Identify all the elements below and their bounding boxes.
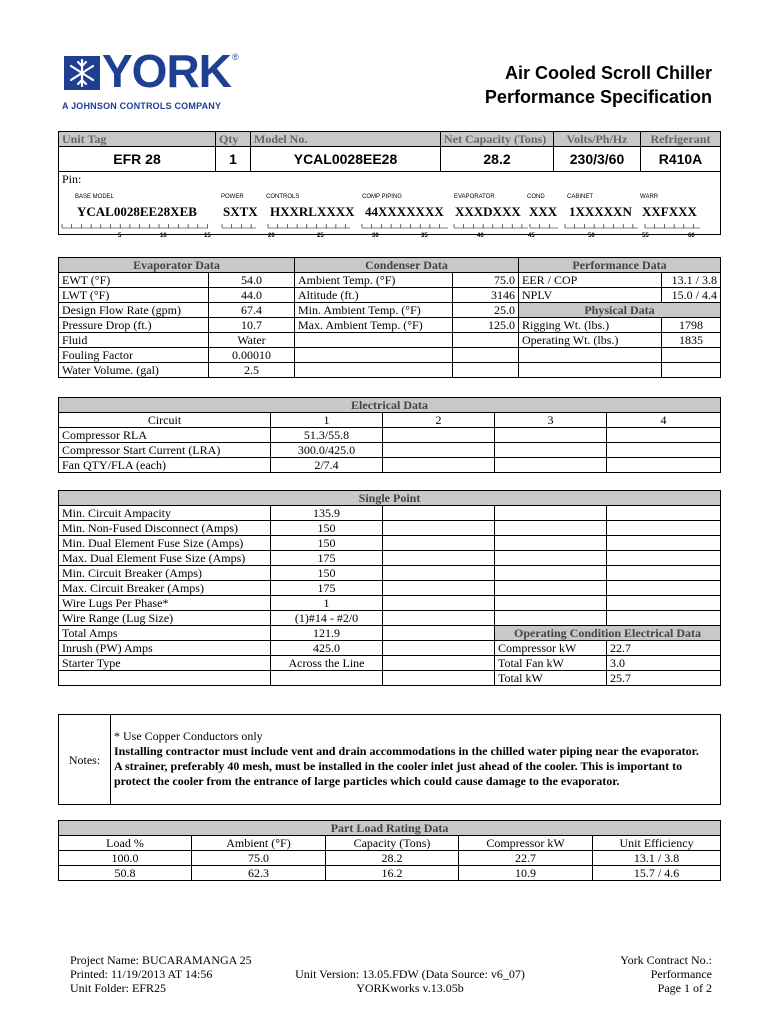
notes-table bbox=[58, 714, 721, 805]
footer-center bbox=[260, 967, 560, 995]
empty-cell bbox=[383, 521, 495, 536]
empty-cell bbox=[383, 428, 495, 443]
printed-date: Printed: 11/19/2013 AT 14:56 bbox=[70, 967, 213, 981]
title-line-2: Performance Specification bbox=[484, 87, 712, 107]
empty-cell bbox=[607, 596, 721, 611]
evap-label: Design Flow Rate (gpm) bbox=[59, 303, 209, 318]
evap-value: 67.4 bbox=[209, 303, 295, 318]
elec-label: Compressor RLA bbox=[59, 428, 271, 443]
circuit-2: 2 bbox=[383, 413, 495, 428]
empty-cell bbox=[295, 348, 453, 363]
empty-cell bbox=[383, 641, 495, 656]
pl-cell: 100.0 bbox=[59, 851, 192, 866]
note-line-2: Installing contractor must include vent and drain accommodations in the chilled water piping near the evaporator. bbox=[114, 744, 699, 758]
sp-value: 135.9 bbox=[271, 506, 383, 521]
sp-value: 175 bbox=[271, 581, 383, 596]
capacity-header: Net Capacity (Tons) bbox=[441, 132, 554, 147]
pin-tick-20: 20 bbox=[268, 233, 275, 239]
cond-value: 25.0 bbox=[453, 303, 519, 318]
pl-cell: 62.3 bbox=[192, 866, 326, 881]
capacity-value: 28.2 bbox=[441, 147, 554, 172]
empty-cell bbox=[495, 521, 607, 536]
empty-cell bbox=[607, 506, 721, 521]
phys-label: Rigging Wt. (lbs.) bbox=[519, 318, 662, 333]
empty-cell bbox=[383, 671, 495, 686]
op-value: 22.7 bbox=[607, 641, 721, 656]
empty-cell bbox=[495, 566, 607, 581]
project-name: Project Name: BUCARAMANGA 25 bbox=[70, 953, 252, 967]
op-value: 3.0 bbox=[607, 656, 721, 671]
pl-col-header: Compressor kW bbox=[459, 836, 593, 851]
sp-label: Wire Lugs Per Phase* bbox=[59, 596, 271, 611]
phys-label: Operating Wt. (lbs.) bbox=[519, 333, 662, 348]
pin-label-comp-piping: COMP PIPING bbox=[362, 194, 402, 200]
empty-cell bbox=[607, 581, 721, 596]
cond-label: Altitude (ft.) bbox=[295, 288, 453, 303]
evap-value: 54.0 bbox=[209, 273, 295, 288]
cond-label: Min. Ambient Temp. (°F) bbox=[295, 303, 453, 318]
empty-cell bbox=[607, 536, 721, 551]
pin-tick-50: 50 bbox=[588, 233, 595, 239]
electrical-header: Electrical Data bbox=[59, 398, 721, 413]
sp-label: Min. Circuit Breaker (Amps) bbox=[59, 566, 271, 581]
empty-cell bbox=[495, 443, 607, 458]
elec-label: Compressor Start Current (LRA) bbox=[59, 443, 271, 458]
phys-value: 1798 bbox=[662, 318, 721, 333]
page-title bbox=[392, 61, 712, 109]
contract-no: York Contract No.: bbox=[620, 953, 712, 967]
evap-label: LWT (°F) bbox=[59, 288, 209, 303]
part-load-table bbox=[58, 820, 721, 881]
empty-cell bbox=[495, 458, 607, 473]
empty-cell bbox=[383, 596, 495, 611]
pin-label-base-model: BASE MODEL bbox=[75, 194, 115, 200]
empty-cell bbox=[383, 536, 495, 551]
pin-value-power: SXTX bbox=[223, 204, 258, 219]
empty-cell bbox=[495, 581, 607, 596]
unit-tag-value: EFR 28 bbox=[59, 147, 216, 172]
unit-version: Unit Version: 13.05.FDW (Data Source: v6_07) bbox=[295, 967, 525, 981]
empty-cell bbox=[271, 671, 383, 686]
empty-cell bbox=[519, 348, 662, 363]
footer-left bbox=[70, 953, 252, 995]
pin-tick-60: 60 bbox=[688, 233, 695, 239]
notes-body bbox=[111, 715, 721, 805]
pl-cell: 28.2 bbox=[326, 851, 459, 866]
notes-label: Notes: bbox=[59, 715, 111, 805]
pin-label: Pin: bbox=[62, 172, 82, 186]
evap-label: Pressure Drop (ft.) bbox=[59, 318, 209, 333]
circuit-3: 3 bbox=[495, 413, 607, 428]
footer-right bbox=[620, 953, 712, 995]
evap-value: 10.7 bbox=[209, 318, 295, 333]
york-logo bbox=[62, 45, 252, 114]
note-line-3: A strainer, preferably 40 mesh, must be installed in the cooler inlet just ahead of the cooler. This is important to protect the cooler from the entrance of large particles which could cause damage to the evaporator. bbox=[114, 759, 683, 788]
pin-value-controls: HXXRLXXXX bbox=[270, 204, 355, 219]
sp-value: 150 bbox=[271, 536, 383, 551]
pl-cell: 16.2 bbox=[326, 866, 459, 881]
sp-label: Min. Circuit Ampacity bbox=[59, 506, 271, 521]
sp-label: Max. Circuit Breaker (Amps) bbox=[59, 581, 271, 596]
pin-value-base-model: YCAL0028EE28XEB bbox=[77, 204, 197, 219]
pl-cell: 15.7 / 4.6 bbox=[593, 866, 721, 881]
empty-cell bbox=[607, 551, 721, 566]
pl-cell: 13.1 / 3.8 bbox=[593, 851, 721, 866]
model-value: YCAL0028EE28 bbox=[251, 147, 441, 172]
empty-cell bbox=[383, 506, 495, 521]
sp-value: 121.9 bbox=[271, 626, 383, 641]
page-number: Page 1 of 2 bbox=[657, 981, 712, 995]
empty-cell bbox=[607, 521, 721, 536]
pin-tick-35: 35 bbox=[421, 233, 428, 239]
pin-tick-55: 55 bbox=[642, 233, 649, 239]
sp-label: Max. Dual Element Fuse Size (Amps) bbox=[59, 551, 271, 566]
evap-value: 2.5 bbox=[209, 363, 295, 378]
pin-tick-5: 5 bbox=[118, 233, 122, 239]
sp-value: Across the Line bbox=[271, 656, 383, 671]
qty-value: 1 bbox=[216, 147, 251, 172]
op-label: Compressor kW bbox=[495, 641, 607, 656]
pin-ruler bbox=[60, 220, 710, 232]
pl-cell: 22.7 bbox=[459, 851, 593, 866]
refrigerant-header: Refrigerant bbox=[641, 132, 721, 147]
elec-value: 51.3/55.8 bbox=[271, 428, 383, 443]
pin-tick-25: 25 bbox=[317, 233, 324, 239]
sp-label: Inrush (PW) Amps bbox=[59, 641, 271, 656]
sp-value: 175 bbox=[271, 551, 383, 566]
empty-cell bbox=[383, 566, 495, 581]
sp-label: Min. Dual Element Fuse Size (Amps) bbox=[59, 536, 271, 551]
sp-label: Total Amps bbox=[59, 626, 271, 641]
pl-col-header: Load % bbox=[59, 836, 192, 851]
empty-cell bbox=[495, 536, 607, 551]
yorkworks-version: YORKworks v.13.05b bbox=[356, 981, 464, 995]
circuit-1: 1 bbox=[271, 413, 383, 428]
empty-cell bbox=[383, 443, 495, 458]
empty-cell bbox=[295, 333, 453, 348]
evap-value: 0.00010 bbox=[209, 348, 295, 363]
elec-label: Fan QTY/FLA (each) bbox=[59, 458, 271, 473]
empty-cell bbox=[383, 656, 495, 671]
sp-label: Min. Non-Fused Disconnect (Amps) bbox=[59, 521, 271, 536]
unit-tag-header: Unit Tag bbox=[59, 132, 216, 147]
pin-tick-30: 30 bbox=[372, 233, 379, 239]
pl-cell: 50.8 bbox=[59, 866, 192, 881]
note-line-1: * Use Copper Conductors only bbox=[114, 729, 263, 743]
empty-cell bbox=[383, 551, 495, 566]
pl-col-header: Ambient (°F) bbox=[192, 836, 326, 851]
performance-label: Performance bbox=[650, 967, 712, 981]
perf-value: 13.1 / 3.8 bbox=[662, 273, 721, 288]
pin-label-evaporator: EVAPORATOR bbox=[454, 194, 495, 200]
perf-value: 15.0 / 4.4 bbox=[662, 288, 721, 303]
empty-cell bbox=[59, 671, 271, 686]
empty-cell bbox=[295, 363, 453, 378]
operating-condition-header: Operating Condition Electrical Data bbox=[495, 626, 721, 641]
pin-tick-15: 15 bbox=[204, 233, 211, 239]
empty-cell bbox=[607, 566, 721, 581]
evap-label: Water Volume. (gal) bbox=[59, 363, 209, 378]
pin-tick-10: 10 bbox=[160, 233, 167, 239]
circuit-4: 4 bbox=[607, 413, 721, 428]
evap-label: EWT (°F) bbox=[59, 273, 209, 288]
evap-label: Fouling Factor bbox=[59, 348, 209, 363]
registered-mark: ® bbox=[232, 52, 239, 62]
performance-header: Performance Data bbox=[519, 258, 721, 273]
empty-cell bbox=[662, 363, 721, 378]
single-point-table bbox=[58, 490, 721, 686]
sp-value: 425.0 bbox=[271, 641, 383, 656]
single-point-header: Single Point bbox=[59, 491, 721, 506]
refrigerant-value: R410A bbox=[641, 147, 721, 172]
snowflake-icon bbox=[64, 56, 100, 90]
empty-cell bbox=[495, 596, 607, 611]
circuit-label: Circuit bbox=[59, 413, 271, 428]
electrical-table bbox=[58, 397, 721, 473]
empty-cell bbox=[453, 363, 519, 378]
perf-label: NPLV bbox=[519, 288, 662, 303]
sp-value: 150 bbox=[271, 566, 383, 581]
phys-value: 1835 bbox=[662, 333, 721, 348]
pl-col-header: Capacity (Tons) bbox=[326, 836, 459, 851]
perf-label: EER / COP bbox=[519, 273, 662, 288]
brand-name: YORK bbox=[102, 45, 231, 97]
elec-value: 2/7.4 bbox=[271, 458, 383, 473]
empty-cell bbox=[383, 581, 495, 596]
empty-cell bbox=[453, 333, 519, 348]
unit-folder: Unit Folder: EFR25 bbox=[70, 981, 167, 995]
empty-cell bbox=[383, 611, 495, 626]
pin-value-evaporator: XXXDXXX bbox=[455, 204, 521, 219]
empty-cell bbox=[607, 428, 721, 443]
qty-header: Qty bbox=[216, 132, 251, 147]
title-line-1: Air Cooled Scroll Chiller bbox=[504, 63, 712, 83]
condenser-header: Condenser Data bbox=[295, 258, 519, 273]
empty-cell bbox=[607, 443, 721, 458]
sp-value: 1 bbox=[271, 596, 383, 611]
elec-value: 300.0/425.0 bbox=[271, 443, 383, 458]
op-label: Total kW bbox=[495, 671, 607, 686]
pin-label-cabinet: CABINET bbox=[567, 194, 594, 200]
sp-label: Starter Type bbox=[59, 656, 271, 671]
evap-label: Fluid bbox=[59, 333, 209, 348]
empty-cell bbox=[383, 458, 495, 473]
pin-label-warr: WARR bbox=[640, 194, 659, 200]
pin-label-controls: CONTROLS bbox=[266, 194, 300, 200]
model-header: Model No. bbox=[251, 132, 441, 147]
evap-value: 44.0 bbox=[209, 288, 295, 303]
cond-label: Ambient Temp. (°F) bbox=[295, 273, 453, 288]
pin-label-power: POWER bbox=[221, 194, 244, 200]
evap-value: Water bbox=[209, 333, 295, 348]
sp-value: (1)#14 - #2/0 bbox=[271, 611, 383, 626]
brand-subtitle: A JOHNSON CONTROLS COMPANY bbox=[62, 101, 222, 111]
evaporator-header: Evaporator Data bbox=[59, 258, 295, 273]
empty-cell bbox=[607, 611, 721, 626]
pl-cell: 10.9 bbox=[459, 866, 593, 881]
empty-cell bbox=[519, 363, 662, 378]
pin-tick-40: 40 bbox=[477, 233, 484, 239]
pl-cell: 75.0 bbox=[192, 851, 326, 866]
sp-value: 150 bbox=[271, 521, 383, 536]
cond-value: 75.0 bbox=[453, 273, 519, 288]
pin-label-cond: COND bbox=[527, 194, 545, 200]
pin-value-warr: XXFXXX bbox=[642, 204, 697, 219]
empty-cell bbox=[495, 506, 607, 521]
part-load-header: Part Load Rating Data bbox=[59, 821, 721, 836]
data-table bbox=[58, 257, 721, 378]
empty-cell bbox=[607, 458, 721, 473]
op-value: 25.7 bbox=[607, 671, 721, 686]
cond-value: 125.0 bbox=[453, 318, 519, 333]
pin-value-comp-piping: 44XXXXXXX bbox=[365, 204, 444, 219]
pin-tick-45: 45 bbox=[528, 233, 535, 239]
empty-cell bbox=[453, 348, 519, 363]
pin-value-cond: XXX bbox=[529, 204, 558, 219]
empty-cell bbox=[495, 428, 607, 443]
cond-value: 3146 bbox=[453, 288, 519, 303]
physical-header: Physical Data bbox=[519, 303, 721, 318]
volts-value: 230/3/60 bbox=[554, 147, 641, 172]
cond-label: Max. Ambient Temp. (°F) bbox=[295, 318, 453, 333]
sp-label: Wire Range (Lug Size) bbox=[59, 611, 271, 626]
op-label: Total Fan kW bbox=[495, 656, 607, 671]
volts-header: Volts/Ph/Hz bbox=[554, 132, 641, 147]
empty-cell bbox=[662, 348, 721, 363]
empty-cell bbox=[383, 626, 495, 641]
empty-cell bbox=[495, 611, 607, 626]
pl-col-header: Unit Efficiency bbox=[593, 836, 721, 851]
empty-cell bbox=[495, 551, 607, 566]
pin-value-cabinet: 1XXXXXN bbox=[569, 204, 632, 219]
